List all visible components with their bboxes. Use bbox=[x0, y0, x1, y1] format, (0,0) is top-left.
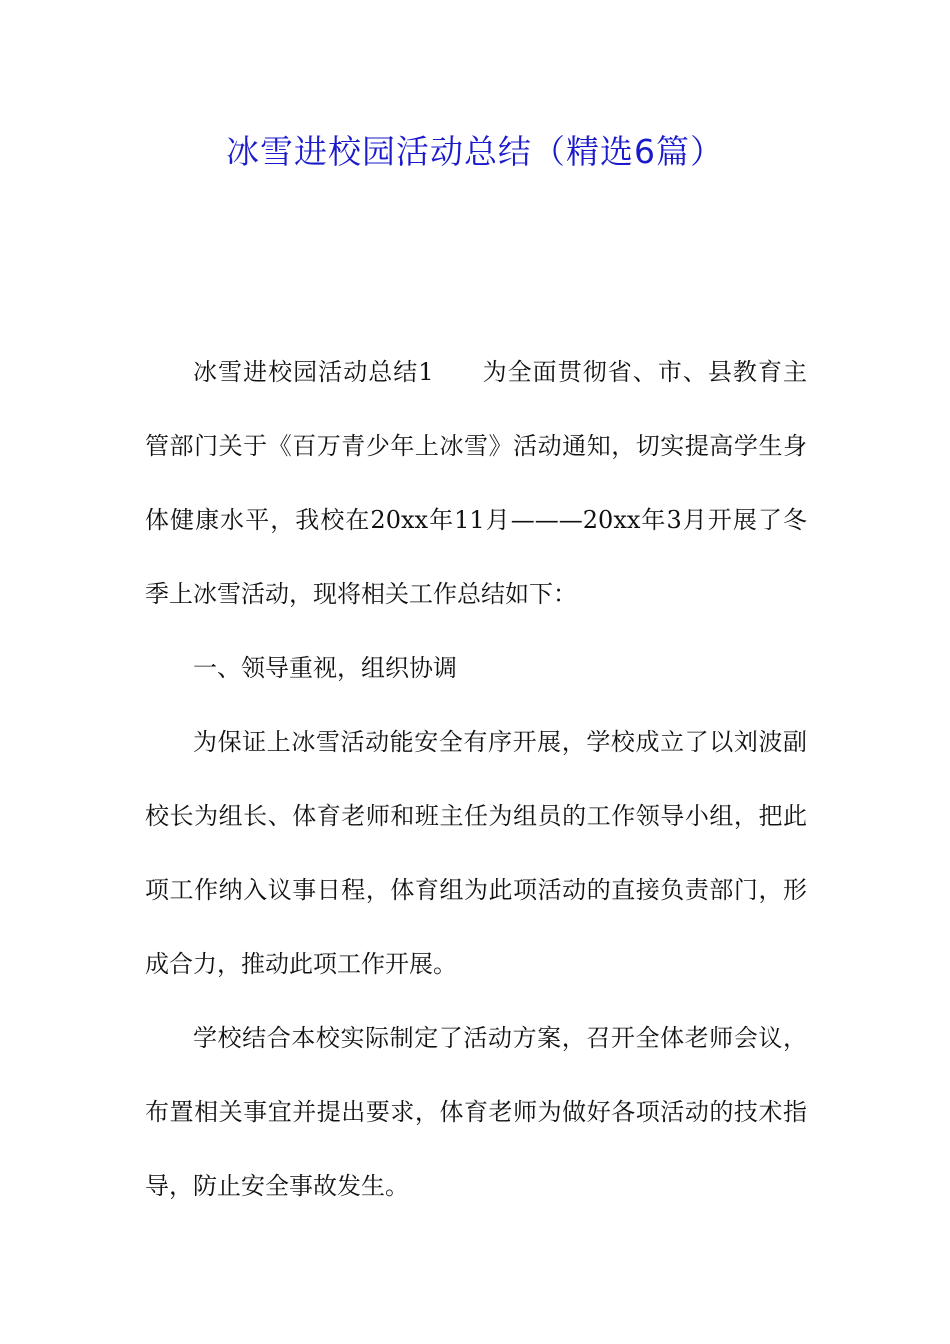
subheading-leadership: 一、领导重视，组织协调 bbox=[193, 654, 457, 682]
document-title: 冰雪进校园活动总结（精选6篇） bbox=[226, 132, 724, 171]
paragraph-intro-text: 为全面贯彻省、市、县教育主管部门关于《百万青少年上冰雪》活动通知，切实提高学生身体健康水平，我校在20xx年11月———20xx年3月开展了冬季上冰雪活动，现将相关工作总结如下： bbox=[145, 358, 808, 608]
document-body bbox=[145, 335, 807, 1223]
section-heading: 冰雪进校园活动总结1 bbox=[193, 358, 434, 386]
paragraph-organization: 为保证上冰雪活动能安全有序开展，学校成立了以刘波副校长为组长、体育老师和班主任为组员的工作领导小组，把此项工作纳入议事日程，体育组为此项活动的直接负责部门，形成合力，推动此项工作开展。 bbox=[145, 728, 807, 978]
paragraph-intro bbox=[145, 335, 807, 631]
paragraph-plan: 学校结合本校实际制定了活动方案，召开全体老师会议，布置相关事宜并提出要求，体育老师为做好各项活动的技术指导，防止安全事故发生。 bbox=[145, 1024, 807, 1200]
